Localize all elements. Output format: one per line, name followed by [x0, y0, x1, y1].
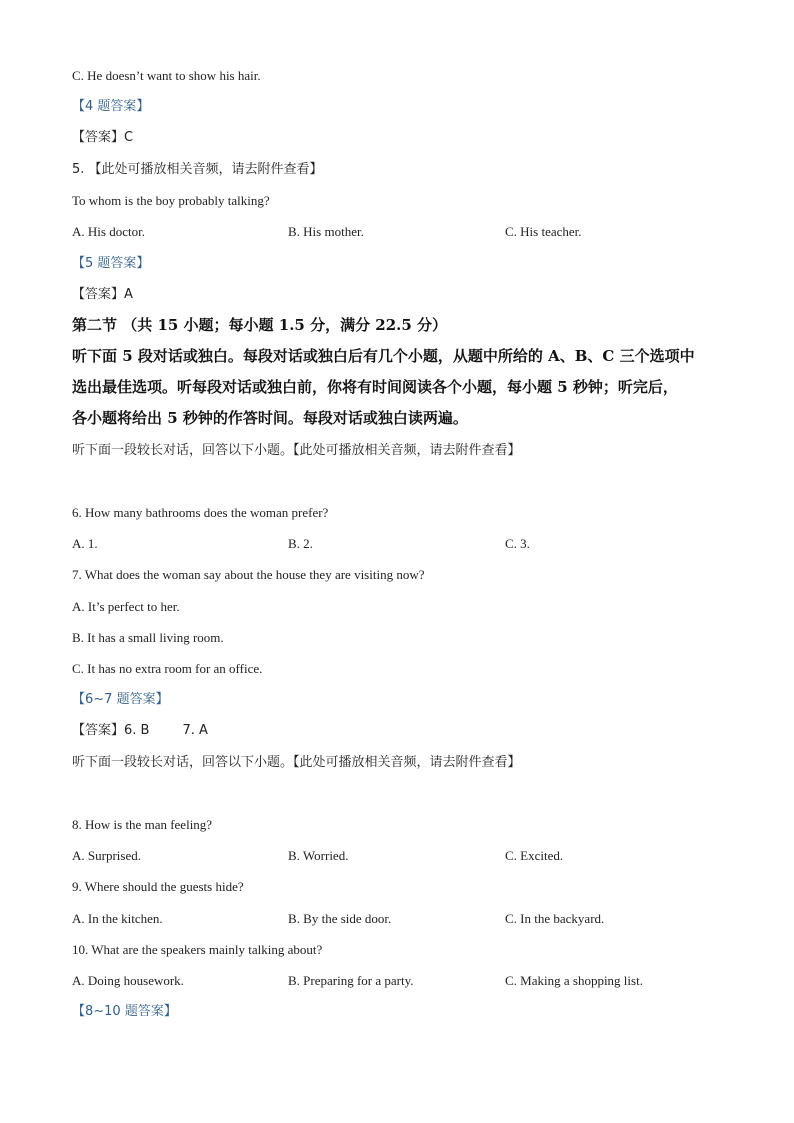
answer-line: 【答案】C [72, 130, 134, 145]
option-text: C. He doesn’t want to show his hair. [72, 68, 261, 83]
question-text: 9. Where should the guests hide? [72, 879, 244, 894]
answer-tag: 【6~7 题答案】 [72, 692, 169, 707]
instructions-line: 听下面 5 段对话或独白。每段对话或独白后有几个小题，从题中所给的 A、B、C 三个选项中 [72, 347, 695, 365]
answer-tag: 【5 题答案】 [72, 256, 150, 271]
instructions-line: 各小题将给出 5 秒钟的作答时间。每段对话或独白读两遍。 [72, 409, 468, 427]
audio-notice: 5. 【此处可播放相关音频，请去附件查看】 [72, 162, 323, 177]
option-b: B. By the side door. [288, 911, 392, 926]
question-text: 8. How is the man feeling? [72, 817, 213, 832]
option-c: C. 3. [505, 536, 530, 551]
question-text: To whom is the boy probably talking? [72, 193, 270, 208]
option-c: C. Excited. [505, 848, 564, 863]
question-text: 7. What does the woman say about the house they are visiting now? [72, 567, 425, 582]
option-b: B. Worried. [288, 848, 349, 863]
audio-notice: 听下面一段较长对话，回答以下小题。【此处可播放相关音频，请去附件查看】 [72, 443, 521, 458]
answer-tag: 【4 题答案】 [72, 99, 150, 114]
option-c: C. It has no extra room for an office. [72, 661, 263, 676]
option-b: B. Preparing for a party. [288, 973, 414, 988]
option-a: A. In the kitchen. [72, 911, 163, 926]
option-c: C. His teacher. [505, 224, 582, 239]
answer-line: 【答案】A [72, 287, 133, 302]
option-b: B. His mother. [288, 224, 364, 239]
option-a: A. It’s perfect to her. [72, 599, 180, 614]
option-c: C. In the backyard. [505, 911, 605, 926]
option-a: A. His doctor. [72, 224, 145, 239]
answer-line: 【答案】6. B 7. A [72, 723, 208, 738]
option-a: A. 1. [72, 536, 98, 551]
question-text: 10. What are the speakers mainly talking about? [72, 942, 323, 957]
option-a: A. Doing housework. [72, 973, 184, 988]
section-heading: 第二节 （共 15 小题；每小题 1.5 分，满分 22.5 分） [72, 316, 448, 334]
answer-tag: 【8~10 题答案】 [72, 1004, 177, 1019]
option-b: B. 2. [288, 536, 313, 551]
option-a: A. Surprised. [72, 848, 141, 863]
instructions-line: 选出最佳选项。听每段对话或独白前，你将有时间阅读各个小题，每小题 5 秒钟；听完后， [72, 378, 678, 396]
audio-notice: 听下面一段较长对话，回答以下小题。【此处可播放相关音频，请去附件查看】 [72, 755, 521, 770]
question-text: 6. How many bathrooms does the woman prefer? [72, 505, 329, 520]
option-b: B. It has a small living room. [72, 630, 224, 645]
option-c: C. Making a shopping list. [505, 973, 643, 988]
